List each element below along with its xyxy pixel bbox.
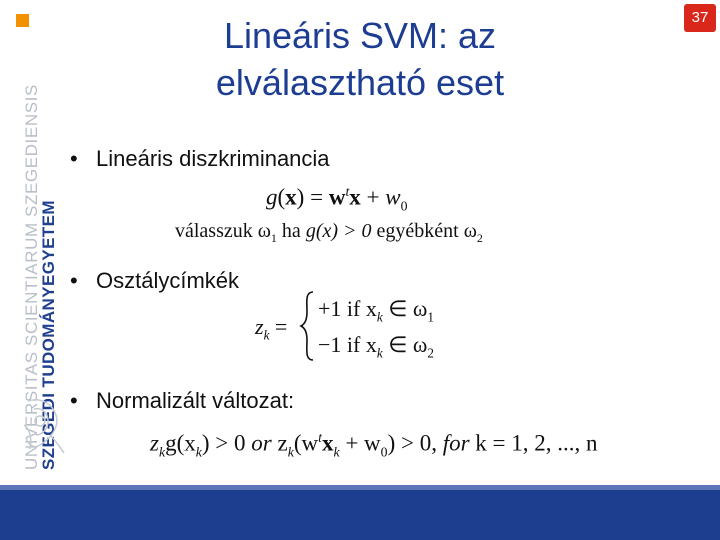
bullet-class-labels (70, 268, 239, 294)
formula-symbol: t (345, 184, 350, 199)
bullet-label: Normalizált változat: (96, 388, 295, 413)
rule-text: válasszuk ω (175, 220, 271, 242)
formula-symbol: + w (339, 430, 381, 456)
university-logo (0, 0, 62, 490)
title-line-2: elválasztható eset (215, 62, 505, 103)
label-lhs (255, 314, 287, 343)
formula-symbol: k (195, 444, 202, 460)
formula-symbol: z (271, 430, 288, 456)
formula-symbol: ) = (296, 184, 329, 210)
label-case-negative (318, 332, 434, 361)
bullet-dot: • (70, 146, 78, 171)
formula-symbol: (w (293, 430, 319, 456)
formula-symbol: ) > 0 (201, 430, 252, 456)
slide-number-badge: 37 (684, 4, 716, 32)
formula-symbol: 0 (380, 444, 388, 460)
formula-symbol: z (150, 430, 159, 456)
formula-symbol: 0 (400, 198, 408, 214)
case-text: −1 if x (318, 332, 377, 357)
brace-icon (299, 290, 315, 362)
case-text: k (376, 345, 383, 361)
slide-title (140, 12, 580, 106)
formula-symbol: + (360, 184, 386, 210)
bullet-label: Lineáris diszkriminancia (96, 146, 330, 171)
formula-symbol: g (266, 184, 278, 210)
formula-symbol: = (269, 314, 288, 339)
rule-text: 1 (270, 231, 277, 245)
rule-text: 2 (476, 231, 483, 245)
label-case-positive (318, 296, 434, 325)
formula-symbol: ( (277, 184, 286, 210)
case-text: 1 (427, 309, 434, 325)
formula-symbol: x (321, 430, 334, 456)
logo-square-icon (16, 14, 29, 27)
rule-condition: g(x) > 0 (305, 220, 372, 242)
footer-bar (0, 490, 720, 540)
normalized-formula (150, 430, 598, 460)
case-text: 2 (427, 345, 434, 361)
formula-symbol: k (333, 444, 340, 460)
bullet-dot: • (70, 268, 78, 293)
bullet-dot: • (70, 388, 78, 413)
formula-symbol: x (285, 184, 297, 210)
discriminant-formula (266, 184, 408, 214)
formula-symbol: or (251, 430, 272, 456)
logo-latin-name: UNIVERSITAS SCIENTIARUM SZEGEDIENSIS (22, 84, 41, 470)
formula-symbol: w (385, 184, 401, 210)
bullet-normalized (70, 388, 294, 414)
case-text: k (376, 309, 383, 325)
case-text: ∈ ω (382, 296, 428, 321)
rule-text: ha (276, 220, 306, 242)
formula-symbol: z (255, 314, 264, 339)
formula-symbol: ) > 0, (387, 430, 443, 456)
rule-text: egyébként ω (371, 220, 477, 242)
formula-symbol: x (349, 184, 361, 210)
formula-symbol: g(x (165, 430, 196, 456)
case-text: ∈ ω (382, 332, 428, 357)
bullet-linear-discriminant (70, 146, 330, 172)
formula-symbol: k (287, 444, 294, 460)
formula-symbol: k = 1, 2, ..., n (469, 430, 598, 456)
case-text: +1 if x (318, 296, 377, 321)
decision-rule (175, 220, 483, 246)
university-seal-icon (20, 395, 68, 455)
formula-symbol: k (263, 327, 270, 343)
logo-hungarian-name: SZEGEDI TUDOMÁNYEGYETEM (39, 200, 58, 470)
formula-symbol: t (318, 430, 322, 445)
bullet-label: Osztálycímkék (96, 268, 240, 293)
formula-symbol: w (328, 184, 346, 210)
title-line-1: Lineáris SVM: az (223, 15, 497, 56)
formula-symbol: for (442, 430, 470, 456)
formula-symbol: k (158, 444, 166, 460)
